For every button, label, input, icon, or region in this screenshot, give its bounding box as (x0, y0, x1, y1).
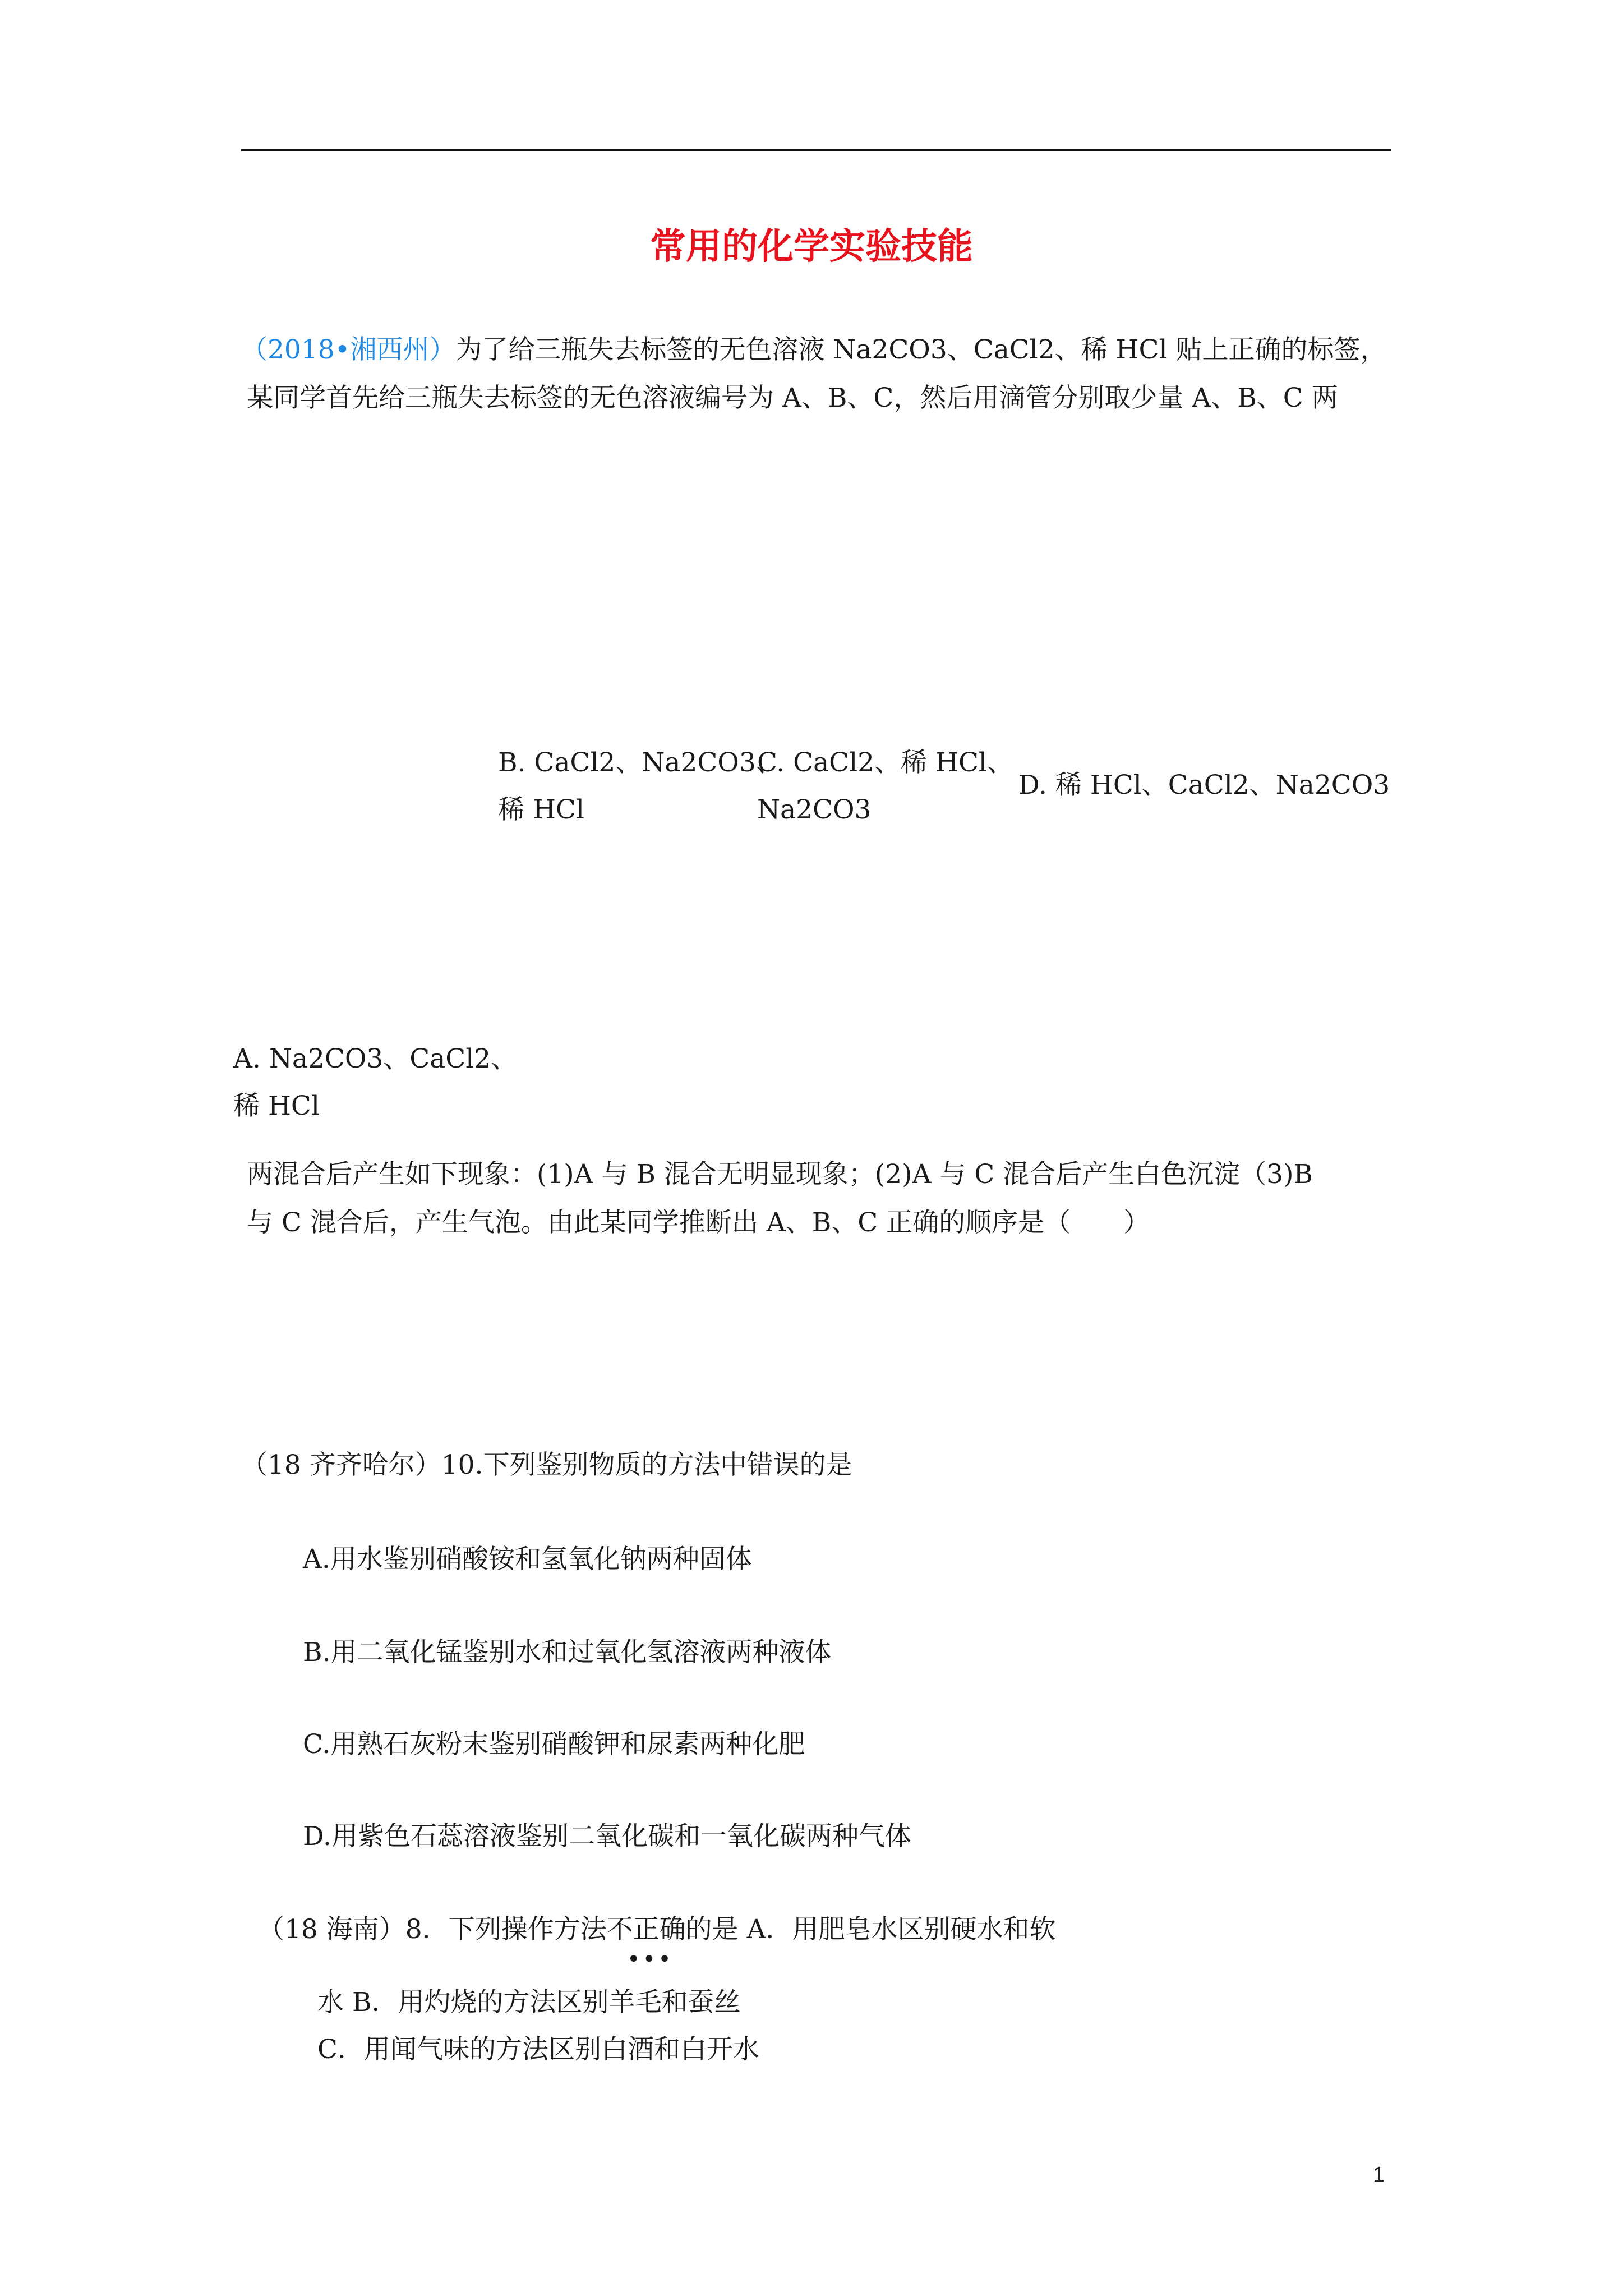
q1-line3: 两混合后产生如下现象：(1)A 与 B 混合无明显现象；(2)A 与 C 混合后产生白色沉淀（3)B (247, 1159, 1313, 1190)
q3-line3: C．用闻气味的方法区别白酒和白开水 (317, 2034, 759, 2065)
q3-line2: 水 B．用灼烧的方法区别羊毛和蚕丝 (317, 1987, 741, 2018)
q1-option-c: C. CaCl2、稀 HCl、 Na2CO3 (757, 747, 1013, 825)
q2-stem: （18 齐齐哈尔）10.下列鉴别物质的方法中错误的是 (241, 1450, 852, 1480)
q1-option-d: D. 稀 HCl、CaCl2、Na2CO3 (1018, 770, 1390, 800)
page-number: 1 (1373, 2163, 1385, 2187)
q1-line4: 与 C 混合后，产生气泡。由此某同学推断出 A、B、C 正确的顺序是（ ） (247, 1207, 1150, 1238)
q3-line1: （18 海南）8．下列操作方法不正确的是 A．用肥皂水区别硬水和软 (258, 1914, 1056, 1945)
q2-option-a: A.用水鉴别硝酸铵和氢氧化钠两种固体 (303, 1544, 752, 1575)
q1-source: （2018•湘西州） (241, 334, 456, 365)
q2-option-d: D.用紫色石蕊溶液鉴别二氧化碳和一氧化碳两种气体 (303, 1821, 911, 1852)
q1-option-b: B. CaCl2、Na2CO3、 稀 HCl (498, 747, 782, 825)
q1-option-a: A. Na2CO3、CaCl2、 稀 HCl (233, 1043, 518, 1121)
q2-option-c: C.用熟石灰粉末鉴别硝酸钾和尿素两种化肥 (303, 1729, 805, 1760)
q1-line2: 某同学首先给三瓶失去标签的无色溶液编号为 A、B、C，然后用滴管分别取少量 A、B、C 两 (247, 383, 1338, 413)
q2-option-b: B.用二氧化锰鉴别水和过氧化氢溶液两种液体 (303, 1637, 832, 1668)
emphasis-dots: ••• (627, 1947, 674, 1972)
q1-text-line1: 为了给三瓶失去标签的无色溶液 Na2CO3、CaCl2、稀 HCl 贴上正确的标签， (455, 334, 1387, 365)
page-title: 常用的化学实验技能 (650, 226, 973, 268)
header-rule (241, 149, 1391, 151)
q1-line1 (241, 326, 1386, 374)
